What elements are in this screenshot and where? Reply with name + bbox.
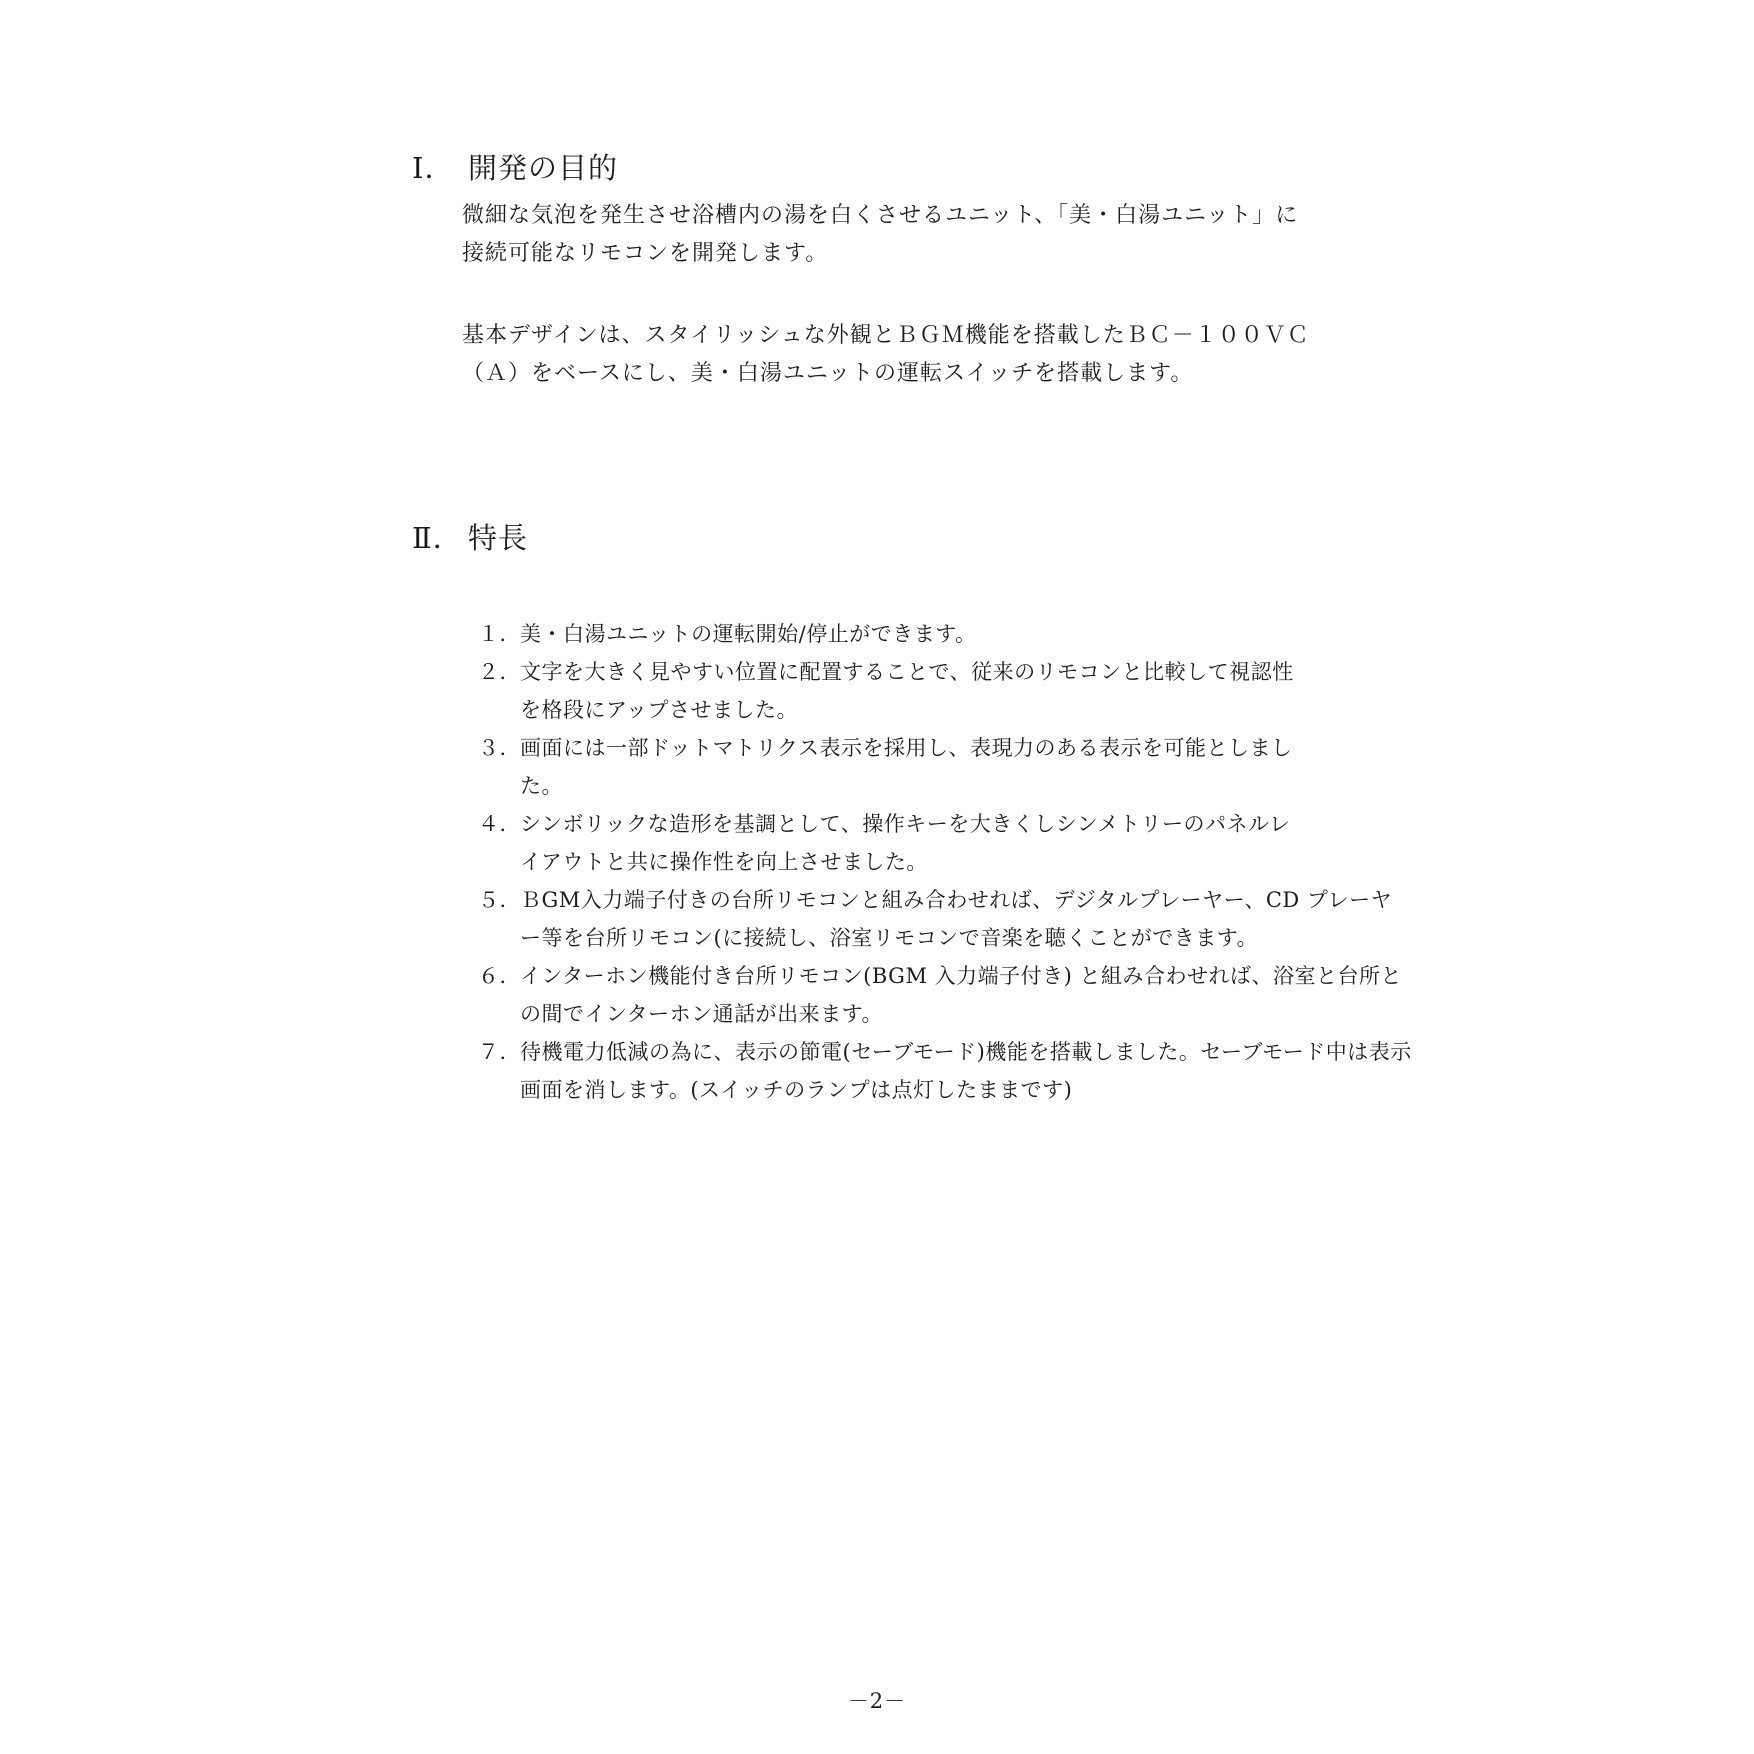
feature-line: イアウトと共に操作性を向上させました。: [520, 850, 928, 874]
paragraph-line: 接続可能なリモコンを開発します。: [462, 241, 829, 266]
paragraph-line: 基本デザインは、スタイリッシュな外観とＢＧＭ機能を搭載したＢＣ－１００ＶＣ: [462, 323, 1310, 348]
feature-item: [478, 615, 1358, 653]
section-heading-features: [412, 516, 528, 557]
feature-line: 画面には一部ドットマトリクス表示を採用し、表現力のある表示を可能としまし: [520, 736, 1293, 760]
feature-line: シンボリックな造形を基調として、操作キーを大きくしシンメトリーのパネルレ: [520, 812, 1291, 836]
feature-line: インターホン機能付き台所リモコン(BGM 入力端子付き) と組み合わせれば、浴室と台所と: [520, 964, 1402, 988]
page-number: －2－: [847, 1689, 907, 1713]
feature-line: の間でインターホン通話が出来ます。: [520, 1002, 883, 1026]
section-title: 開発の目的: [468, 151, 619, 185]
feature-item: [478, 653, 1358, 729]
feature-number: ３．: [478, 736, 521, 760]
purpose-paragraph-2: [462, 317, 1310, 393]
feature-line: 画面を消します。(スイッチのランプは点灯したままです): [520, 1078, 1073, 1102]
feature-line: 文字を大きく見やすい位置に配置することで、従来のリモコンと比較して視認性: [520, 660, 1294, 684]
section-heading-purpose: [412, 146, 618, 187]
feature-line: を格段にアップさせました。: [520, 698, 799, 722]
section-title: 特長: [468, 521, 529, 555]
feature-line: た。: [520, 774, 563, 798]
paragraph-line: 微細な気泡を発生させ浴槽内の湯を白くさせるユニット、「美・白湯ユニット」に: [462, 203, 1299, 228]
feature-item: [478, 957, 1402, 1033]
purpose-paragraph-1: [462, 197, 1298, 273]
feature-item: [478, 881, 1393, 957]
feature-number: ５．: [478, 888, 521, 912]
feature-number: ６．: [478, 964, 521, 988]
feature-item: [478, 1033, 1412, 1109]
feature-line: 待機電力低減の為に、表示の節電(セーブモード)機能を搭載しました。セーブモード中は表示: [520, 1040, 1412, 1064]
feature-number: ７．: [478, 1040, 521, 1064]
feature-line: ー等を台所リモコン(に接続し、浴室リモコンで音楽を聴くことができます。: [520, 926, 1259, 950]
feature-number: ２．: [478, 660, 521, 684]
feature-item: [478, 805, 1358, 881]
feature-list: [478, 615, 1412, 1109]
feature-line: 美・白湯ユニットの運転開始/停止ができます。: [520, 622, 977, 646]
feature-line: ＢGM入力端子付きの台所リモコンと組み合わせれば、デジタルプレーヤー、CD プレーヤ: [520, 888, 1393, 912]
feature-item: [478, 729, 1358, 805]
section-number: Ⅱ．: [412, 521, 463, 555]
feature-number: １．: [478, 622, 521, 646]
feature-number: ４．: [478, 812, 521, 836]
section-number: Ⅰ．: [412, 151, 455, 185]
paragraph-line: （Ａ）をベースにし、美・白湯ユニットの運転スイッチを搭載します。: [462, 361, 1194, 386]
